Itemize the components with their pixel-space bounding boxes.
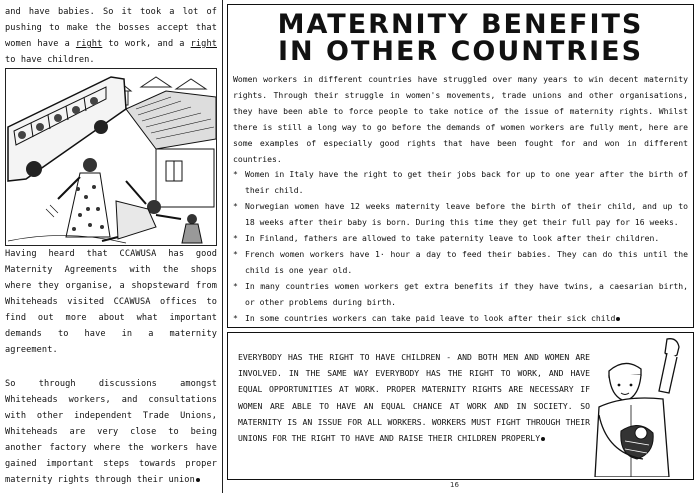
underlined-right-work: right xyxy=(75,39,103,49)
maternity-benefits-article xyxy=(227,4,694,328)
left-middle-block xyxy=(5,246,217,358)
everybody-has-the-right-callout xyxy=(227,332,694,480)
bullet-star-icon: * xyxy=(233,201,238,211)
bus-crowd-drawing xyxy=(6,69,216,245)
bullet-star-icon: * xyxy=(233,249,238,259)
bullet-star-icon: * xyxy=(233,169,238,179)
underlined-right-children: right xyxy=(190,39,217,49)
bullet-star-icon: * xyxy=(233,233,238,243)
benefit-item: * Women in Italy have the right to get their jobs back for up to one year after the birth of their child. xyxy=(233,166,688,198)
column-divider xyxy=(222,0,223,493)
bullet-star-icon: * xyxy=(233,313,238,323)
left-bottom-block xyxy=(5,376,217,488)
bullet-star-icon: * xyxy=(233,281,238,291)
page-number: 16 xyxy=(450,481,459,489)
raised-fist-worker-with-baby-illustration xyxy=(581,335,689,477)
benefit-item: * In Finland, fathers are allowed to take paternity leave to look after their children. xyxy=(233,230,688,246)
headline-line-1: MATERNITY BENEFITS xyxy=(277,9,644,40)
article-headline xyxy=(228,11,693,65)
bus-crowd-illustration xyxy=(5,68,217,246)
left-column xyxy=(5,4,217,68)
callout-text: EVERYBODY HAS THE RIGHT TO HAVE CHILDREN - AND BOTH MEN AND WOMEN ARE INVOLVED. IN THE SAME WAY EVERYBODY HAS THE RIGHT TO WORK, AND HAVE EQUAL OPPORTUNITIES AT WORK. PROPER MATERNITY RIGHTS ARE NECESSARY IF WOMEN ARE ABLE TO HAVE AN EQUAL CHANCE AT WORK AND IN SOCIETY. SO MATERNITY IS AN ISSUE FOR ALL WORKERS. WORKERS MUST FIGHT THROUGH THEIR UNIONS FOR THE RIGHT TO HAVE AND RAISE THEIR CHILDREN PROPERLY xyxy=(238,352,590,444)
left-middle-paragraph: Having heard that CCAWUSA has good Maternity Agreements with the shops where they organise, a shopsteward from Whiteheads visited CCAWUSA offices to find out more about what important demands to have in a maternity agreement. xyxy=(5,249,217,355)
benefit-item: * Norwegian women have 12 weeks maternity leave before the birth of their child, and up to 18 weeks after their baby is born. During this time they get their full pay for 16 weeks. xyxy=(233,198,688,230)
left-bottom-paragraph: So through discussions amongst Whiteheads workers, and consultations with other independent Trade Unions, Whiteheads are very close to being another factory where the workers have gained important steps towards proper maternity rights through their union xyxy=(5,379,217,485)
headline-line-2: IN OTHER COUNTRIES xyxy=(277,36,644,67)
benefit-item: * French women workers have 1· hour a day to feed their babies. They can do this until the child is one year old. xyxy=(233,246,688,278)
left-top-paragraph: and have babies. So it took a lot of pushing to make the bosses accept that women have a right to work, and a right to have children. xyxy=(5,7,217,65)
benefit-item: * In many countries women workers get extra benefits if they have twins, a caesarian birth, or other problems during birth. xyxy=(233,278,688,310)
benefit-item: * In some countries workers can take paid leave to look after their sick child xyxy=(233,310,688,326)
benefits-list xyxy=(233,166,688,326)
end-dot-icon xyxy=(541,437,545,441)
end-dot-icon xyxy=(196,478,200,482)
article-intro: Women workers in different countries have struggled over many years to win decent maternity rights. Through their struggle in women's movements, trade unions and other organisations, they have been able to force people to take notice of the issue of maternity rights. Whilst there is still a long way to go before the demands of women workers are fully ment, here are some examples of especially good rights that have been fought for and won in different countries. xyxy=(233,74,688,164)
end-dot-icon xyxy=(616,317,620,321)
